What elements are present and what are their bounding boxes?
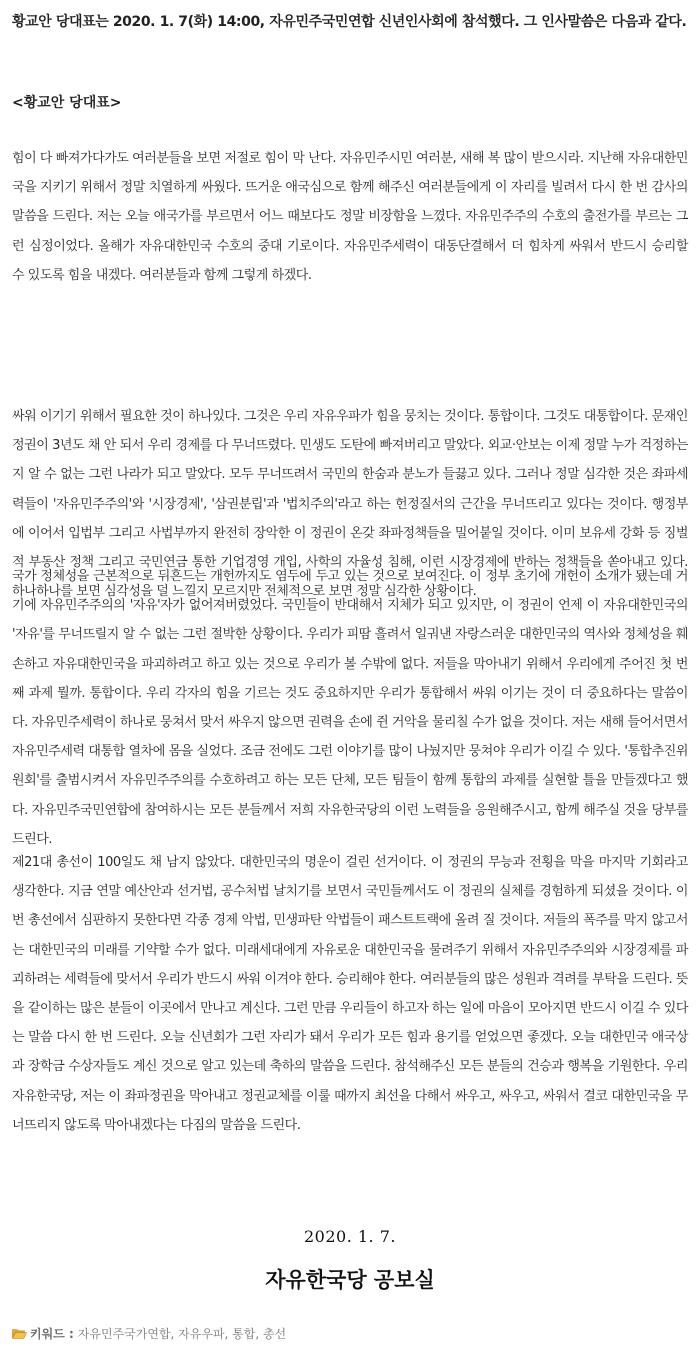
speech-paragraph-4: 제21대 총선이 100일도 채 남지 않았다. 대한민국의 명운이 걸린 선거이다. 이 정권의 무능과 전횡을 막을 마지막 기회라고 생각한다. 지금 연말 예산안과 선거법, 공수처법 날치기를 보면서 국민들께서도 이 정권의 실체를 경험하게 되셨을 것이다. 이번 총선에서 심판하지 못한다면 각종 경제 악법, 민생파탄 악법들이 패스트트랙에 올려 질 것이다. 저들의 폭주를 막지 않고서는 대한민국의 미래를 기약할 수가 없다. 미래세대에게 자유로운 대한민국을 물려주기 위해서 자유민주주의와 시장경제를 파괴하려는 세력들에 맞서서 우리가 반드시 싸워 이겨야 한다. 승리해야 한다. 여러분들의 많은 성원과 격려를 부탁을 드린다. 뜻을 같이하는 많은 분들이 이곳에서 만나고 계신다. 그런 만큼 우리들이 하고자 하는 일에 마음이 모아지면 반드시 이길 수 있다는 말씀 다시 한 번 드린다. 오늘 신년회가 그런 자리가 돼서 우리가 모든 힘과 용기를 얻었으면 좋겠다. 오늘 대한민국 애국상과 장학금 수상자들도 계신 것으로 알고 있는데 축하의 말씀을 드린다. 참석해주신 모든 분들의 건승과 행복을 기원한다. 우리 자유한국당, 저는 이 좌파정권을 막아내고 정권교체를 이룰 때까지 최선을 다해서 싸우고, 싸우고, 싸워서 결코 대한민국을 무너뜨리지 않도록 막아내겠다는 다짐의 말씀을 드린다. <box>12 855 688 1133</box>
speech-paragraph-2: 싸워 이기기 위해서 필요한 것이 하나있다. 그것은 우리 자유우파가 힘을 뭉치는 것이다. 통합이다. 그것도 대통합이다. 문재인 정권이 3년도 채 안 되서 우리 경제를 다 무너뜨렸다. 민생도 도탄에 빠져버리고 말았다. 외교·안보는 이제 정말 누가 걱정하는지 알 수 없는 그런 나라가 되고 말았다. 모두 무너뜨려서 국민의 한숨과 분노가 들끓고 있다. 그러나 정말 심각한 것은 좌파세력들이 '자유민주주의'와 '시장경제', '삼권분립'과 '법치주의'라고 하는 헌정질서의 근간을 무너뜨리고 있다는 것이다. 행정부에 이어서 입법부 그리고 사법부까지 완전히 장악한 이 정권이 온갖 좌파정책들을 밀어붙일 것이다. 이미 보유세 강화 등 징벌적 부동산 정책 그리고 국민연금 통한 기업경영 개입, 사학의 자율성 침해, 이런 시장경제에 반하는 정책들을 쏟아내고 있다. 하나하나를 보면 심각성을 덜 느낄지 모르지만 전체적으로 보면 정말 심각한 상황이다. <box>12 409 688 600</box>
release-date: 2020. 1. 7. <box>303 1227 396 1246</box>
intro-text: 황교안 당대표는 2020. 1. 7(화) 14:00, 자유민주국민연합 신년인사회에 참석했다. 그 인사말씀은 다음과 같다. <box>12 14 687 30</box>
speech-paragraph-3: 국가 정체성을 근본적으로 뒤흔드는 개헌까지도 염두에 두고 있는 것으로 보여진다. 이 정부 초기에 개헌이 소개가 됐는데 거기에 자유민주주의의 '자유'자가 없어져버렸었다. 국민들이 반대해서 지체가 되고 있지만, 이 정권이 언제 이 자유대한민국의 '자유'를 무너뜨릴지 알 수 없는 그런 절박한 상황이다. 우리가 피땀 흘려서 일궈낸 자랑스러운 대한민국의 역사와 정체성을 훼손하고 자유대한민국을 파괴하려고 하고 있는 것으로 우리가 볼 수밖에 없다. 저들을 막아내기 위해서 우리에게 주어진 첫 번째 과제 뭘까. 통합이다. 우리 각자의 힘을 기르는 것도 중요하지만 우리가 통합해서 싸워 이기는 것이 더 중요하다는 말씀이다. 자유민주세력이 하나로 뭉쳐서 맞서 싸우지 않으면 권력을 손에 쥔 거악을 물리칠 수가 없을 것이다. 저는 새해 들어서면서 자유민주세력 대통합 열차에 몸을 실었다. 조금 전에도 그런 이야기를 많이 나눴지만 뭉쳐야 우리가 이길 수 있다. '통합추진위원회'를 출범시켜서 자유민주주의를 수호하려고 하는 모든 단체, 모든 팀들이 함께 통합의 과제를 실현할 틀을 만들겠다고 했다. 자유민주국민연합에 참여하시는 모든 분들께서 저희 자유한국당의 이런 노력들을 응원해주시고, 함께 해주실 것을 당부를 드린다. <box>12 569 688 847</box>
folder-icon <box>12 1328 27 1339</box>
keywords-bar <box>12 1325 286 1342</box>
keywords-value: 자유민주국가연합, 자유우파, 통합, 총선 <box>77 1327 287 1341</box>
speaker-heading: <황교안 당대표> <box>12 95 122 111</box>
keywords-label: 키워드 : <box>30 1327 74 1341</box>
speech-paragraph-1: 힘이 다 빠져가다가도 여러분들을 보면 저절로 힘이 막 난다. 자유민주시민 여러분, 새해 복 많이 받으시라. 지난해 자유대한민국을 지키기 위해서 정말 치열하게 싸웠다. 뜨거운 애국심으로 함께 해주신 여러분들에게 이 자리를 빌려서 다시 한 번 감사의 말씀을 드린다. 저는 오늘 애국가를 부르면서 어느 때보다도 정말 비장함을 느꼈다. 자유민주주의 수호의 출전가를 부르는 그런 심정이었다. 올해가 자유대한민국 수호의 중대 기로이다. 자유민주세력이 대동단결해서 더 힘차게 싸워서 반드시 승리할 수 있도록 힘을 내겠다. 여러분들과 함께 그렇게 하겠다. <box>12 151 688 283</box>
organization-name: 자유한국당 공보실 <box>265 1268 435 1292</box>
